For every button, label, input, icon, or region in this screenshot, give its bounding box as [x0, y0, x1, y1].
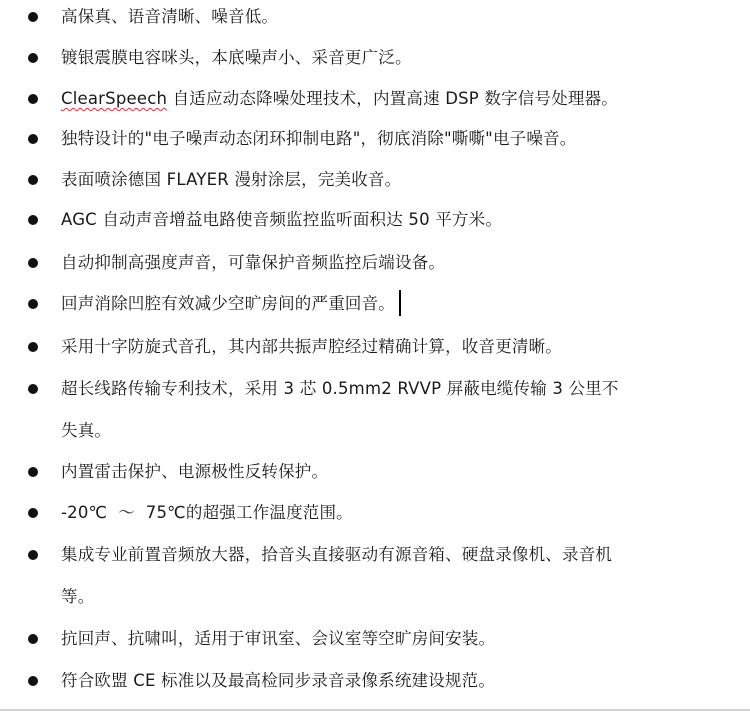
bullet-icon	[28, 134, 38, 144]
feature-text: 符合欧盟 CE 标准以及最高检同步录音录像系统建设规范。	[61, 671, 496, 690]
feature-text: 采用十字防旋式音孔，其内部共振声腔经过精确计算，收音更清晰。	[61, 337, 562, 356]
feature-text-line: 超长线路传输专利技术，采用 3 芯 0.5mm2 RVVP 屏蔽电缆传输 3 公里不	[61, 379, 619, 398]
bullet-icon	[28, 634, 38, 644]
feature-text-line: 失真。	[61, 421, 112, 440]
bullet-icon	[28, 53, 38, 63]
feature-text	[61, 78, 731, 120]
bullet-icon	[28, 676, 38, 686]
feature-text: 高保真、语音清晰、噪音低。	[61, 7, 279, 26]
spellcheck-underlined-word: ClearSpeech	[61, 89, 168, 108]
feature-text-wrapped	[61, 368, 731, 452]
feature-text-content: 回声消除凹腔有效减少空旷房间的严重回音。	[61, 294, 395, 313]
feature-text	[61, 283, 731, 325]
feature-text: 独特设计的"电子噪声动态闭环抑制电路"，彻底消除"嘶嘶"电子噪音。	[61, 129, 577, 148]
feature-text-line: 等。	[61, 587, 95, 606]
bullet-icon	[28, 94, 38, 104]
bullet-icon	[28, 384, 38, 394]
bullet-icon	[28, 12, 38, 22]
feature-text: 内置雷击保护、电源极性反转保护。	[61, 462, 329, 481]
bullet-icon	[28, 467, 38, 477]
bullet-icon	[28, 508, 38, 518]
bullet-icon	[28, 175, 38, 185]
bullet-icon	[28, 258, 38, 268]
bullet-icon	[28, 550, 38, 560]
feature-text: -20℃ ～ 75℃的超强工作温度范围。	[61, 503, 353, 522]
feature-text: 自动抑制高强度声音，可靠保护音频监控后端设备。	[61, 253, 446, 272]
feature-text: 抗回声、抗啸叫，适用于审讯室、会议室等空旷房间安装。	[61, 629, 496, 648]
bullet-icon	[28, 342, 38, 352]
feature-text-line: 集成专业前置音频放大器，拾音头直接驱动有源音箱、硬盘录像机、录音机	[61, 545, 613, 564]
feature-text: 表面喷涂德国 FLAYER 漫射涂层，完美收音。	[61, 170, 402, 189]
feature-text: 镀银震膜电容咪头，本底噪声小、采音更广泛。	[61, 48, 412, 67]
feature-text-rest: 自适应动态降噪处理技术，内置高速 DSP 数字信号处理器。	[167, 89, 619, 108]
feature-text: AGC 自动声音增益电路使音频监控监听面积达 50 平方米。	[61, 210, 503, 229]
text-cursor	[399, 290, 401, 316]
feature-text-wrapped	[61, 534, 731, 618]
bullet-icon	[28, 215, 38, 225]
bullet-icon	[28, 299, 38, 309]
